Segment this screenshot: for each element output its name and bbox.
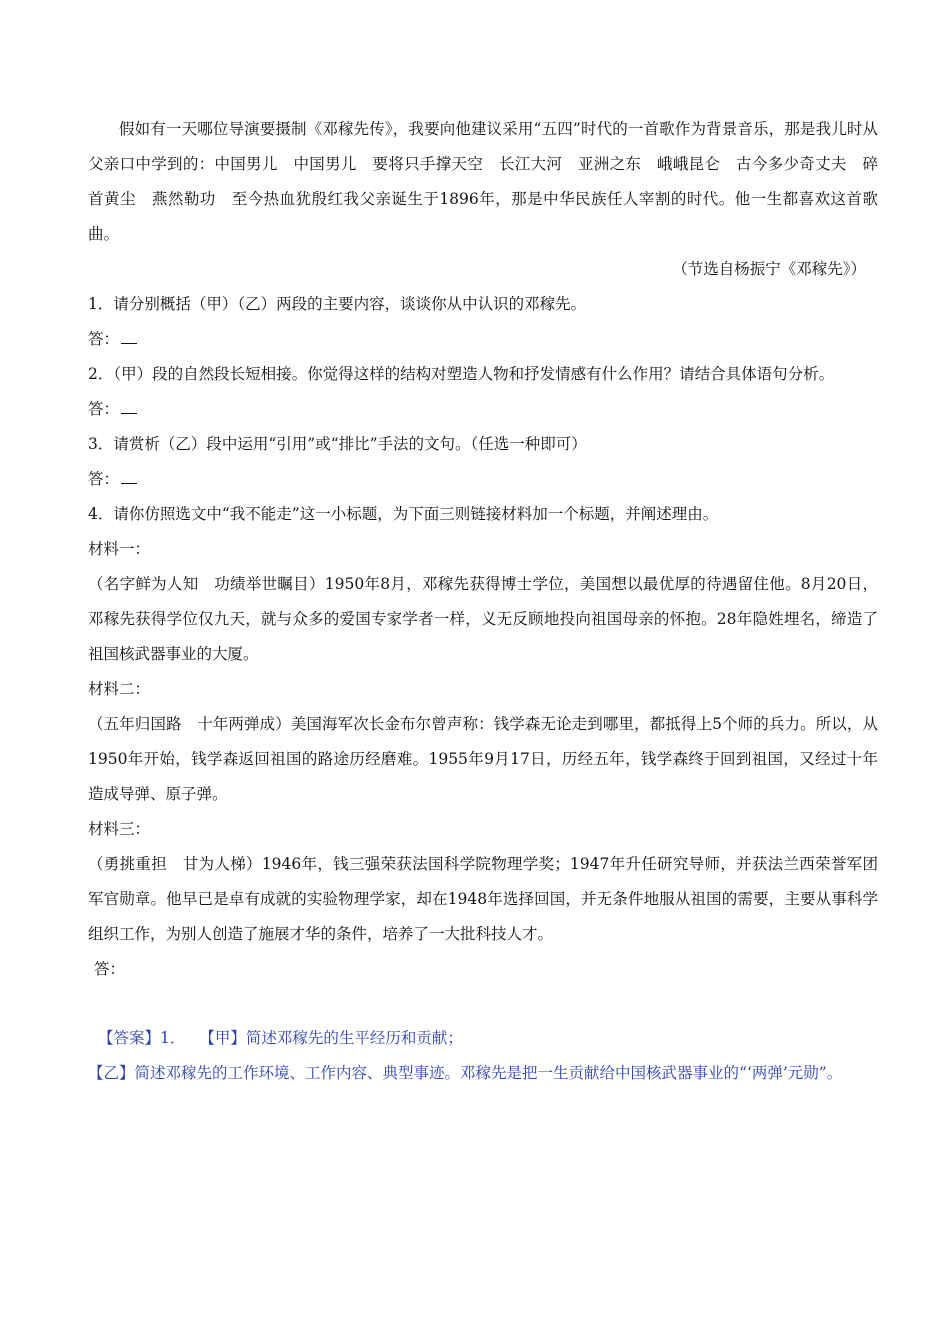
answer-section: [88, 1021, 878, 1091]
answer-yi-text: 简述邓稼先的工作环境、工作内容、典型事迹。邓稼先是把一生贡献给中国核武器事业的“‘两弹’元勋”。: [134, 1064, 843, 1082]
material-3-text: （勇挑重担 甘为人梯）1946年，钱三强荣获法国科学院物理学奖；1947年升任研究导师，并获法兰西荣誉军团军官勋章。他早已是卓有成就的实验物理学家，却在1948年选择回国，并无条件地服从祖国的需要，主要从事科学组织工作，为别人创造了施展才华的条件，培养了一大批科技人才。: [88, 855, 878, 943]
answer-blank-3[interactable]: [121, 469, 137, 484]
answer-number: 1．: [160, 1029, 186, 1047]
passage-paragraph: 假如有一天哪位导演要摄制《邓稼先传》，我要向他建议采用“五四”时代的一首歌作为背景音乐，那是我儿时从父亲口中学到的：中国男儿 中国男儿 要将只手撑天空 长江大河 亚洲之东 峨峨昆仑 古今多少奇丈夫 碎首黄尘 燕然勒功 至今热血犹殷红我父亲诞生于1896年，那是中华民族任人宰割的时代。他一生都喜欢这首歌曲。: [88, 120, 878, 243]
answer-prefix: 答：: [88, 470, 120, 488]
answer-prefix: 答：: [88, 330, 120, 348]
passage-source: （节选自杨振宁《邓稼先》）: [672, 260, 866, 278]
answer-prefix: 答：: [88, 400, 120, 418]
document-page: [88, 112, 878, 1091]
answer-jia-text: 简述邓稼先的生平经历和贡献；: [245, 1029, 463, 1047]
question-2: 2．（甲）段的自然段长短相接。你觉得这样的结构对塑造人物和抒发情感有什么作用？请结合具体语句分析。: [88, 365, 835, 383]
question-1: 1．请分别概括（甲）（乙）两段的主要内容，谈谈你从中认识的邓稼先。: [88, 295, 587, 313]
answer-line-1: [88, 1021, 878, 1056]
question-3: 3．请赏析（乙）段中运用“引用”或“排比”手法的文句。（任选一种即可）: [88, 435, 587, 453]
answer-jia-tag: 【甲】: [199, 1029, 246, 1047]
final-answer-label: 答：: [94, 960, 126, 978]
answer-line-2: [88, 392, 878, 427]
answer-line-3: [88, 462, 878, 497]
answer-tag: 【答案】: [98, 1029, 161, 1047]
material-3-label: 材料三：: [88, 820, 151, 838]
answer-line-1: [88, 322, 878, 357]
material-1-label: 材料一：: [88, 540, 151, 558]
question-4: 4．请你仿照选文中“我不能走”这一小标题，为下面三则链接材料加一个标题，并阐述理由。: [88, 505, 719, 523]
answer-blank-1[interactable]: [121, 329, 137, 344]
answer-blank-2[interactable]: [121, 399, 137, 414]
material-2-label: 材料二：: [88, 680, 151, 698]
answer-line-2: [88, 1056, 878, 1091]
answer-yi-tag: 【乙】: [88, 1064, 135, 1082]
material-1-text: （名字鲜为人知 功绩举世瞩目）1950年8月，邓稼先获得博士学位，美国想以最优厚的待遇留住他。8月20日，邓稼先获得学位仅九天，就与众多的爱国专家学者一样，义无反顾地投向祖国母亲的怀抱。28年隐姓埋名，缔造了祖国核武器事业的大厦。: [88, 575, 878, 663]
material-2-text: （五年归国路 十年两弹成）美国海军次长金布尔曾声称：钱学森无论走到哪里，都抵得上5个师的兵力。所以，从1950年开始，钱学森返回祖国的路途历经磨难。1955年9月17日，历经五年，钱学森终于回到祖国，又经过十年造成导弹、原子弹。: [88, 715, 878, 803]
